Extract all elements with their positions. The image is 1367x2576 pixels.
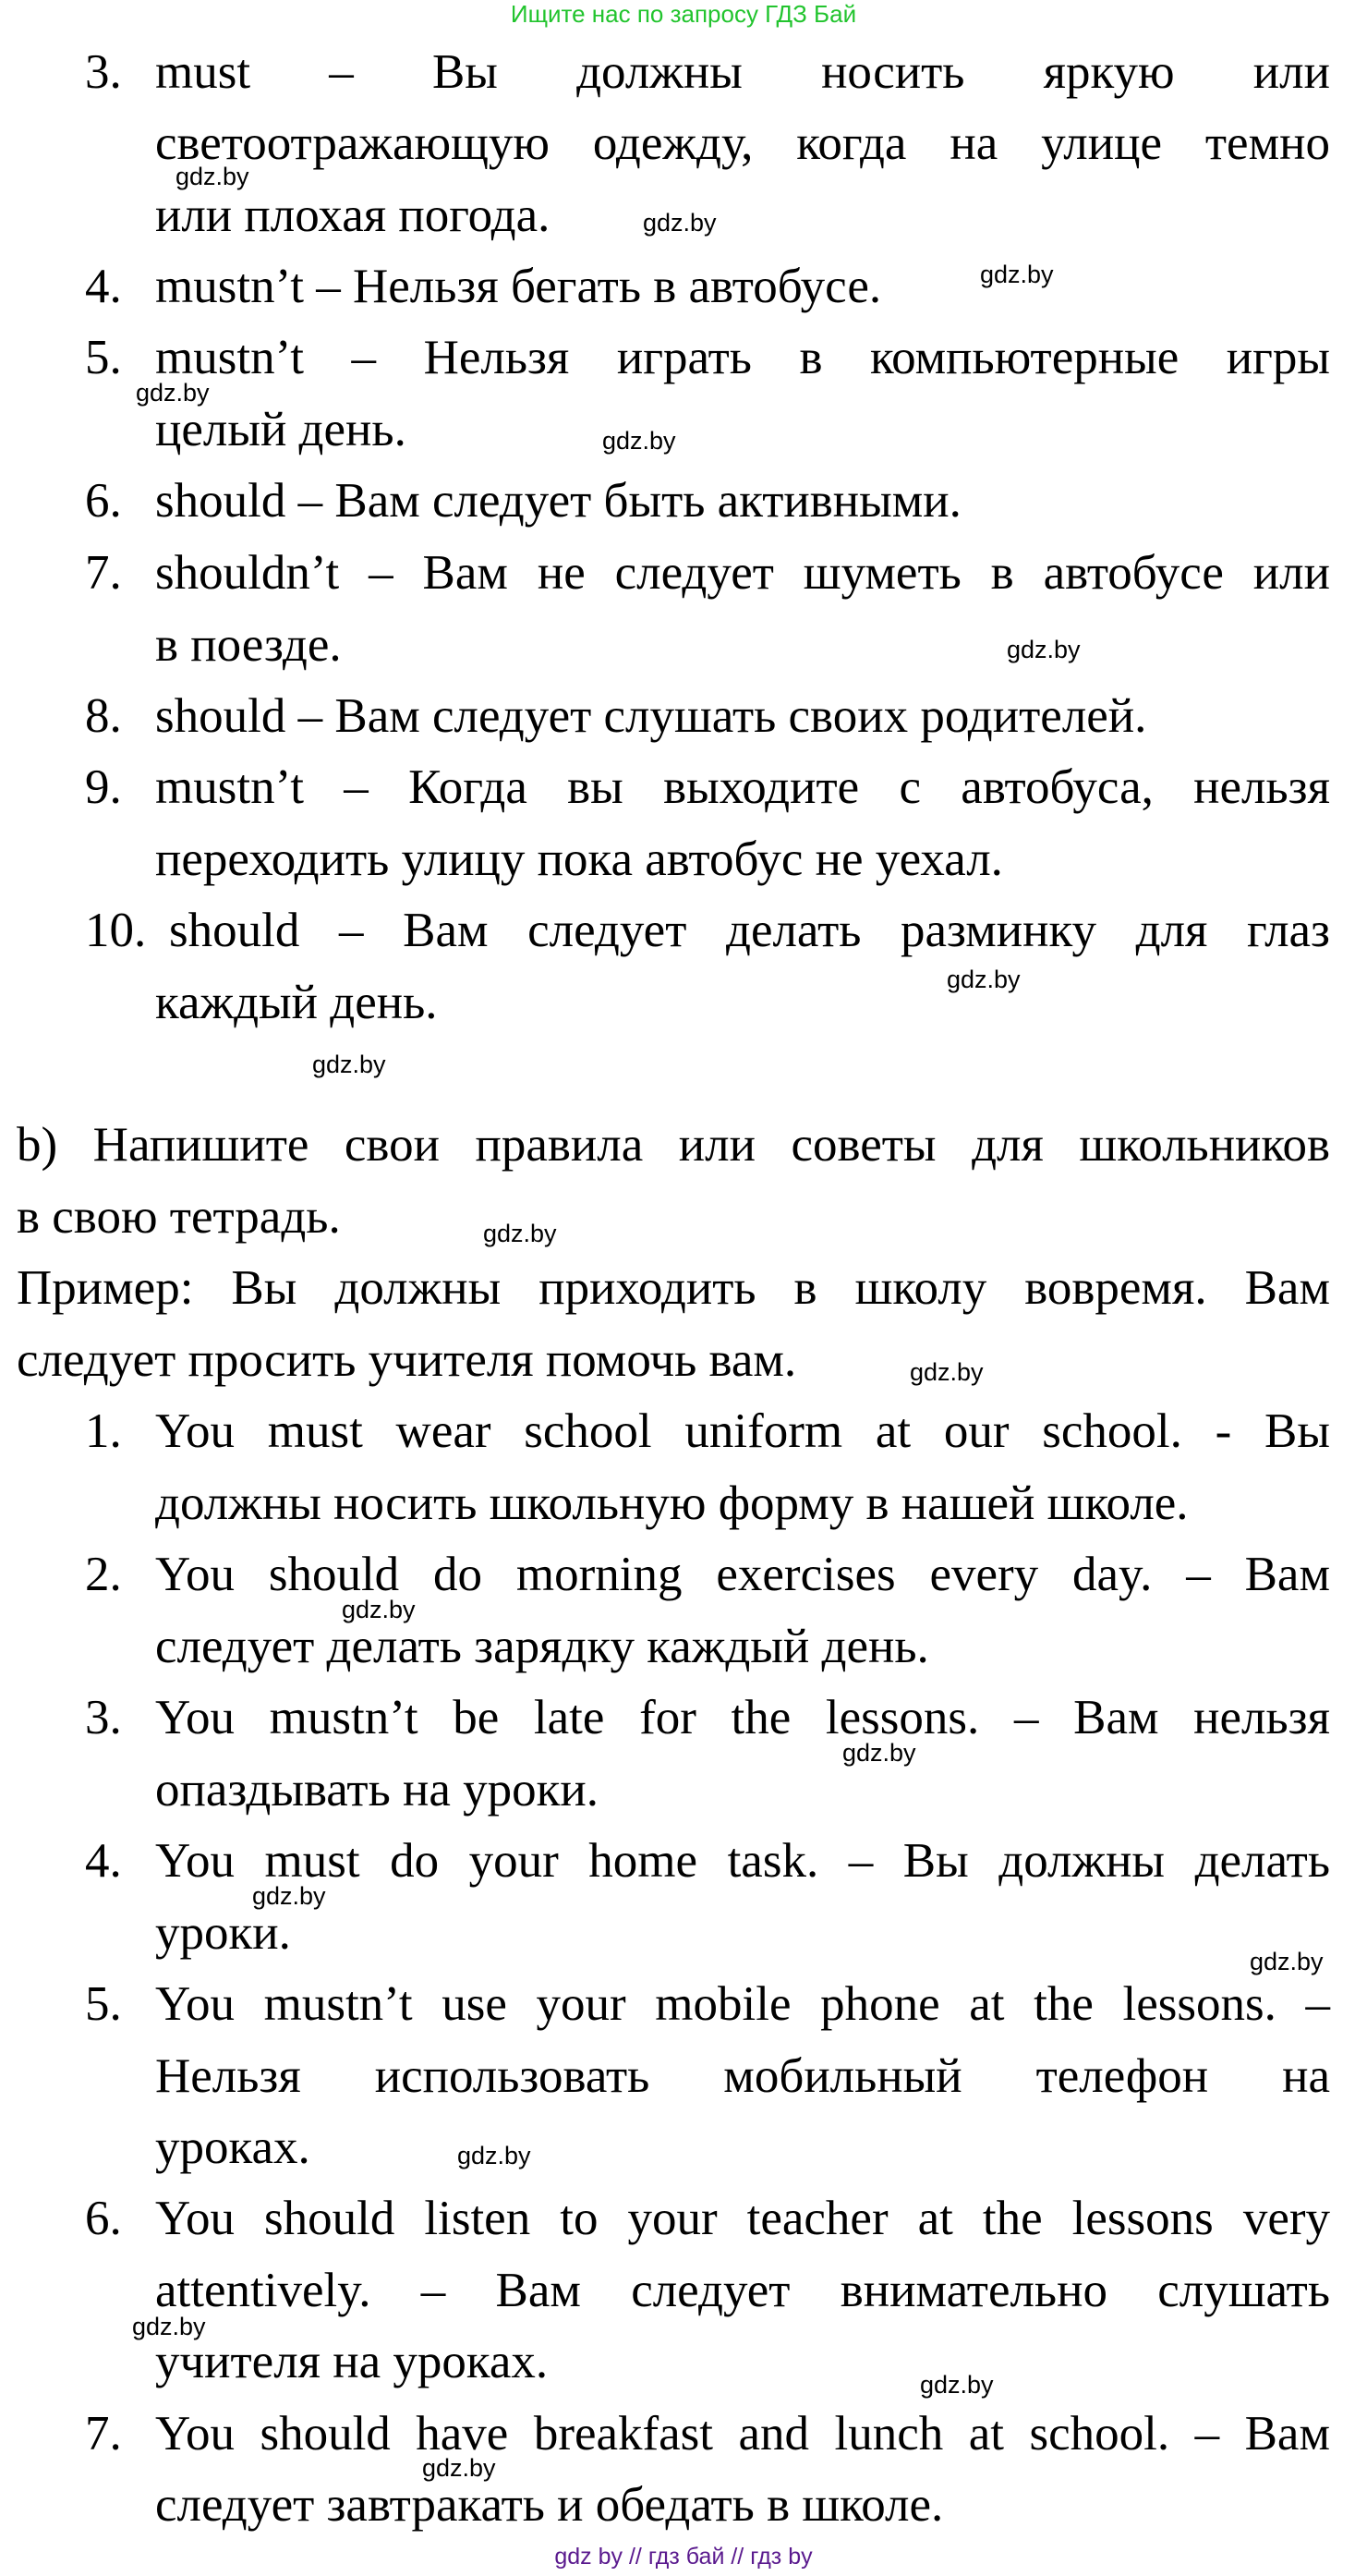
- item-line: учителя на уроках.: [155, 2335, 549, 2388]
- item-line: mustn’t – Когда вы выходите с автобуса, нельзя: [155, 760, 1330, 814]
- item-line: should – Вам следует быть активными.: [155, 474, 962, 528]
- item-number: 5.: [85, 331, 122, 384]
- item-line: Нельзя использовать мобильный телефон на: [155, 2049, 1330, 2103]
- item-line: must – Вы должны носить яркую или: [155, 45, 1330, 99]
- example-line: следует просить учителя помочь вам.: [17, 1333, 797, 1387]
- item-number: 1.: [85, 1404, 122, 1458]
- item-line: attentively. – Вам следует внимательно слушать: [155, 2264, 1330, 2317]
- watermark: gdz.by: [457, 2142, 531, 2169]
- item-line: следует завтракать и обедать в школе.: [155, 2478, 944, 2532]
- item-number: 6.: [85, 2192, 122, 2245]
- item-line: уроки.: [155, 1906, 291, 1960]
- watermark: gdz.by: [947, 966, 1021, 993]
- item-line: You should do morning exercises every day. – Вам: [155, 1548, 1330, 1601]
- item-line: или плохая погода.: [155, 188, 550, 242]
- item-line: should – Вам следует делать разминку для глаз: [169, 904, 1330, 957]
- watermark: gdz.by: [252, 1882, 326, 1910]
- watermark: gdz.by: [175, 163, 249, 190]
- item-line: должны носить школьную форму в нашей школе.: [155, 1476, 1189, 1530]
- item-number: 5.: [85, 1977, 122, 2031]
- item-line: mustn’t – Нельзя играть в компьютерные игры: [155, 331, 1330, 384]
- watermark: gdz.by: [1007, 636, 1081, 663]
- item-line: You mustn’t be late for the lessons. – Вам нельзя: [155, 1691, 1330, 1744]
- item-number: 8.: [85, 689, 122, 743]
- watermark: gdz.by: [132, 2313, 206, 2340]
- example-line: Пример: Вы должны приходить в школу вовремя. Вам: [17, 1261, 1330, 1315]
- item-number: 6.: [85, 474, 122, 528]
- watermark: gdz.by: [136, 379, 210, 407]
- item-line: You must wear school uniform at our school. - Вы: [155, 1404, 1330, 1458]
- item-line: shouldn’t – Вам не следует шуметь в автобусе или: [155, 546, 1330, 600]
- item-line: каждый день.: [155, 976, 438, 1029]
- item-line: You must do your home task. – Вы должны делать: [155, 1834, 1330, 1888]
- item-line: You mustn’t use your mobile phone at the lessons. –: [155, 1977, 1330, 2031]
- watermark: gdz.by: [842, 1739, 916, 1767]
- watermark: gdz.by: [910, 1358, 984, 1386]
- item-line: целый день.: [155, 403, 406, 456]
- watermark: gdz.by: [342, 1596, 416, 1623]
- item-line: опаздывать на уроки.: [155, 1763, 599, 1817]
- item-number: 4.: [85, 1834, 122, 1888]
- item-line: should – Вам следует слушать своих родителей.: [155, 689, 1147, 743]
- watermark: gdz.by: [920, 2371, 994, 2399]
- watermark: gdz.by: [312, 1051, 386, 1078]
- item-number: 4.: [85, 260, 122, 313]
- watermark: gdz.by: [980, 261, 1054, 288]
- watermark: gdz.by: [483, 1220, 557, 1247]
- item-number: 3.: [85, 45, 122, 99]
- item-line: переходить улицу пока автобус не уехал.: [155, 832, 1003, 886]
- item-number: 3.: [85, 1691, 122, 1744]
- item-line: You should listen to your teacher at the lessons very: [155, 2192, 1330, 2245]
- watermark: gdz.by: [1250, 1948, 1324, 1975]
- item-line: You should have breakfast and lunch at school. – Вам: [155, 2407, 1330, 2461]
- instruction-line: b) Напишите свои правила или советы для школьников: [17, 1118, 1330, 1172]
- item-number: 7.: [85, 546, 122, 600]
- footer-links: gdz by // гдз бай // гдз by: [554, 2544, 813, 2570]
- item-number: 10.: [85, 904, 147, 957]
- watermark: gdz.by: [602, 427, 676, 455]
- item-line: следует делать зарядку каждый день.: [155, 1620, 929, 1673]
- item-number: 2.: [85, 1548, 122, 1601]
- search-hint-header: Ищите нас по запросу ГДЗ Бай: [510, 0, 857, 28]
- item-number: 7.: [85, 2407, 122, 2461]
- instruction-line: в свою тетрадь.: [17, 1190, 341, 1244]
- watermark: gdz.by: [422, 2454, 496, 2482]
- watermark: gdz.by: [643, 209, 717, 237]
- item-line: в поезде.: [155, 618, 342, 672]
- item-line: mustn’t – Нельзя бегать в автобусе.: [155, 260, 882, 313]
- item-line: уроках.: [155, 2120, 310, 2174]
- item-number: 9.: [85, 760, 122, 814]
- item-line: светоотражающую одежду, когда на улице темно: [155, 116, 1330, 170]
